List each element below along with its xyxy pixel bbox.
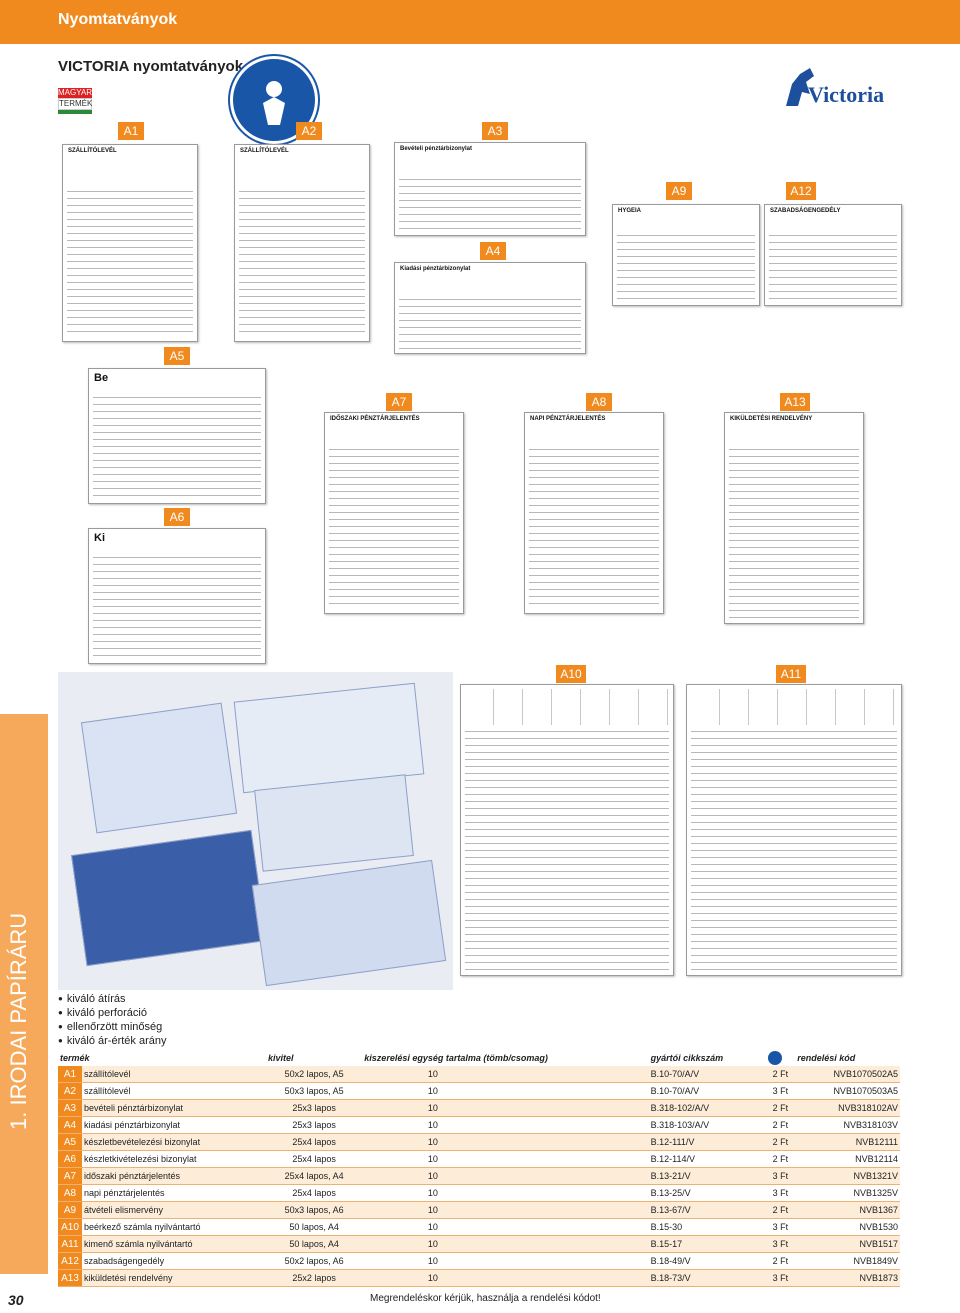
row-spacer [362,1253,426,1270]
form-a8-daily-cash-report [524,412,664,614]
row-spacer [362,1236,426,1253]
row-ar: 2 Ft [766,1117,796,1134]
table-row [58,1185,900,1202]
row-spacer [362,1202,426,1219]
form-title: SZÁLLÍTÓLEVÉL [240,148,289,154]
row-cikkszam: B.15-17 [649,1236,766,1253]
form-a6-stock-out [88,528,266,664]
form-title: Bevételi pénztárbizonylat [400,146,473,152]
form-a13-travel-order [724,412,864,624]
row-code: A2 [58,1083,82,1100]
form-a2-delivery-note [234,144,370,342]
row-kivitel: 50 lapos, A4 [266,1236,362,1253]
row-kod: NVB1070503A5 [795,1083,900,1100]
form-lines [67,185,193,337]
form-a5-stock-in [88,368,266,504]
form-lines [617,229,755,301]
form-a7-periodic-cash-report [324,412,464,614]
label-a4: A4 [480,242,506,260]
table-row [58,1134,900,1151]
row-kivitel: 25x2 lapos [266,1270,362,1287]
row-name: napi pénztárjelentés [82,1185,266,1202]
row-kiszereles: 10 [426,1151,649,1168]
row-name: kimenő számla nyilvántartó [82,1236,266,1253]
col-gyartoi: gyártói cikkszám [650,1053,724,1063]
feature-item: ● kiváló perforáció [58,1006,167,1020]
label-a7: A7 [386,393,412,411]
row-name: átvételi elismervény [82,1202,266,1219]
row-spacer [362,1117,426,1134]
form-title: Be [94,372,109,384]
badge-line2: TERMÉK [59,99,93,108]
feature-item: ● kiváló ár-érték arány [58,1034,167,1048]
row-name: kiküldetési rendelvény [82,1270,266,1287]
form-lines [399,173,581,231]
row-spacer [362,1270,426,1287]
row-ar: 2 Ft [766,1100,796,1117]
row-cikkszam: B.10-70/A/V [649,1066,766,1083]
brand-name: Victoria [808,82,885,107]
row-kiszereles: 10 [426,1236,649,1253]
table-row [58,1151,900,1168]
row-kod: NVB1367 [795,1202,900,1219]
row-kiszereles: 10 [426,1083,649,1100]
row-kiszereles: 10 [426,1134,649,1151]
row-name: időszaki pénztárjelentés [82,1168,266,1185]
form-lines [769,229,897,301]
form-title: SZÁLLÍTÓLEVÉL [68,148,117,154]
row-ar: 3 Ft [766,1083,796,1100]
row-kod: NVB12111 [795,1134,900,1151]
row-cikkszam: B.318-102/A/V [649,1100,766,1117]
label-a12: A12 [786,182,816,200]
row-ar: 3 Ft [766,1168,796,1185]
row-spacer [362,1083,426,1100]
form-title: NAPI PÉNZTÁRJELENTÉS [530,416,606,422]
row-ar: 3 Ft [766,1270,796,1287]
table-row [58,1168,900,1185]
row-code: A3 [58,1100,82,1117]
row-ar: 2 Ft [766,1202,796,1219]
row-code: A1 [58,1066,82,1083]
product-photo [58,672,453,990]
row-ar: 2 Ft [766,1151,796,1168]
form-lines [465,725,669,971]
row-kivitel: 25x4 lapos, A4 [266,1168,362,1185]
row-cikkszam: B.13-25/V [649,1185,766,1202]
form-title: IDŐSZAKI PÉNZTÁRJELENTÉS [330,416,420,422]
label-a11: A11 [776,665,806,683]
row-kod: NVB318103V [795,1117,900,1134]
hungarian-product-badge [58,88,92,110]
row-name: bevételi pénztárbizonylat [82,1100,266,1117]
form-lines [329,443,459,609]
row-kod: NVB1070502A5 [795,1066,900,1083]
label-a10: A10 [556,665,586,683]
form-lines [399,293,581,349]
form-title: Kiadási pénztárbizonylat [400,266,471,272]
row-ar: 3 Ft [766,1236,796,1253]
row-kivitel: 50x3 lapos, A5 [266,1083,362,1100]
feature-item: ● kiváló átírás [58,992,167,1006]
book-payout-receipt [254,774,414,871]
row-kod: NVB12114 [795,1151,900,1168]
victoria-children-icon [768,1051,782,1065]
row-kiszereles: 10 [426,1066,649,1083]
row-name: kiadási pénztárbizonylat [82,1117,266,1134]
row-spacer [362,1168,426,1185]
row-code: A11 [58,1236,82,1253]
book-leave-permit [71,830,267,966]
feature-list [58,992,167,1048]
row-cikkszam: B.18-49/V [649,1253,766,1270]
table-row [58,1236,900,1253]
row-kivitel: 25x4 lapos [266,1151,362,1168]
form-title: SZABADSÁGENGEDÉLY [770,208,841,214]
form-a10-incoming-invoice-register [460,684,674,976]
row-spacer [362,1219,426,1236]
row-kod: NVB1321V [795,1168,900,1185]
form-a4-payout [394,262,586,354]
form-title: Ki [94,532,105,544]
row-code: A12 [58,1253,82,1270]
form-lines [691,725,897,971]
row-name: szabadságengedély [82,1253,266,1270]
table-row [58,1083,900,1100]
row-ar: 2 Ft [766,1134,796,1151]
row-code: A9 [58,1202,82,1219]
row-code: A8 [58,1185,82,1202]
row-ar: 3 Ft [766,1219,796,1236]
row-cikkszam: B.18-73/V [649,1270,766,1287]
row-cikkszam: B.12-111/V [649,1134,766,1151]
label-a9: A9 [666,182,692,200]
badge-green-stripe [58,110,92,114]
row-cikkszam: B.13-21/V [649,1168,766,1185]
order-note: Megrendeléskor kérjük, használja a rendelési kódot! [370,1293,601,1304]
table-row [58,1253,900,1270]
row-code: A6 [58,1151,82,1168]
row-cikkszam: B.318-103/A/V [649,1117,766,1134]
form-lines [729,443,859,619]
row-kiszereles: 10 [426,1168,649,1185]
form-a9-acknowledgement [612,204,760,306]
col-price [766,1050,796,1066]
row-name: szállítólevél [82,1066,266,1083]
row-kod: NVB1517 [795,1236,900,1253]
product-table [58,1050,900,1287]
label-a8: A8 [586,393,612,411]
form-lines [93,391,261,499]
label-a6: A6 [164,508,190,526]
row-kiszereles: 10 [426,1100,649,1117]
row-kiszereles: 10 [426,1270,649,1287]
row-cikkszam: B.10-70/A/V [649,1083,766,1100]
row-code: A5 [58,1134,82,1151]
row-kiszereles: 10 [426,1202,649,1219]
row-ar: 3 Ft [766,1185,796,1202]
page-number: 30 [8,1292,24,1308]
label-a13: A13 [780,393,810,411]
section-title: Nyomtatványok [58,11,178,28]
form-lines [93,551,261,659]
row-kiszereles: 10 [426,1219,649,1236]
label-a1: A1 [118,122,144,140]
col-rendelesi: rendelési kód [797,1053,856,1063]
row-cikkszam: B.13-67/V [649,1202,766,1219]
form-a12-leave-permit [764,204,902,306]
row-kod: NVB1325V [795,1185,900,1202]
form-a1-delivery-note [62,144,198,342]
form-a3-receipt [394,142,586,236]
col-termek: termék [60,1053,90,1063]
book-cash-receipt [252,860,446,986]
row-name: készletbevételezési bizonylat [82,1134,266,1151]
col-kiszereles: kiszerelési egység tartalma (tömb/csomag) [364,1053,548,1063]
row-kod: NVB1849V [795,1253,900,1270]
table-row [58,1219,900,1236]
row-name: szállítólevél [82,1083,266,1100]
table-row [58,1202,900,1219]
feature-item: ● ellenőrzött minőség [58,1020,167,1034]
row-kivitel: 50x3 lapos, A6 [266,1202,362,1219]
form-lines [239,185,365,337]
form-lines [529,443,659,609]
book-delivery-note [81,703,237,834]
row-ar: 2 Ft [766,1253,796,1270]
category-label: 1. IRODAI PAPÍRÁRU [6,912,31,1130]
form-title: KIKÜLDETÉSI RENDELVÉNY [730,416,813,422]
row-code: A7 [58,1168,82,1185]
row-kivitel: 25x4 lapos [266,1134,362,1151]
row-cikkszam: B.12-114/V [649,1151,766,1168]
table-row [58,1100,900,1117]
row-code: A13 [58,1270,82,1287]
label-a3: A3 [482,122,508,140]
row-kiszereles: 10 [426,1185,649,1202]
row-spacer [362,1134,426,1151]
row-kod: NVB1530 [795,1219,900,1236]
row-kiszereles: 10 [426,1117,649,1134]
row-kivitel: 25x3 lapos [266,1117,362,1134]
col-kivitel: kivitel [268,1053,294,1063]
row-kivitel: 50x2 lapos, A5 [266,1066,362,1083]
row-spacer [362,1151,426,1168]
row-code: A10 [58,1219,82,1236]
row-cikkszam: B.15-30 [649,1219,766,1236]
row-spacer [362,1185,426,1202]
label-a5: A5 [164,347,190,365]
row-spacer [362,1066,426,1083]
row-name: készletkivételezési bizonylat [82,1151,266,1168]
page-title: VICTORIA nyomtatványok [58,58,244,75]
row-kod: NVB318102AV [795,1100,900,1117]
row-kivitel: 50x2 lapos, A6 [266,1253,362,1270]
form-a11-outgoing-invoice-register [686,684,902,976]
form-title: HYGEIA [618,208,642,214]
row-kiszereles: 10 [426,1253,649,1270]
label-a2: A2 [296,122,322,140]
row-kivitel: 25x4 lapos [266,1185,362,1202]
table-row [58,1117,900,1134]
table-row [58,1270,900,1287]
row-code: A4 [58,1117,82,1134]
row-spacer [362,1100,426,1117]
row-name: beérkező számla nyilvántartó [82,1219,266,1236]
badge-line1: MAGYAR [58,88,93,97]
row-kivitel: 50 lapos, A4 [266,1219,362,1236]
row-kivitel: 25x3 lapos [266,1100,362,1117]
row-kod: NVB1873 [795,1270,900,1287]
table-header [58,1050,900,1066]
table-row [58,1066,900,1083]
row-ar: 2 Ft [766,1066,796,1083]
